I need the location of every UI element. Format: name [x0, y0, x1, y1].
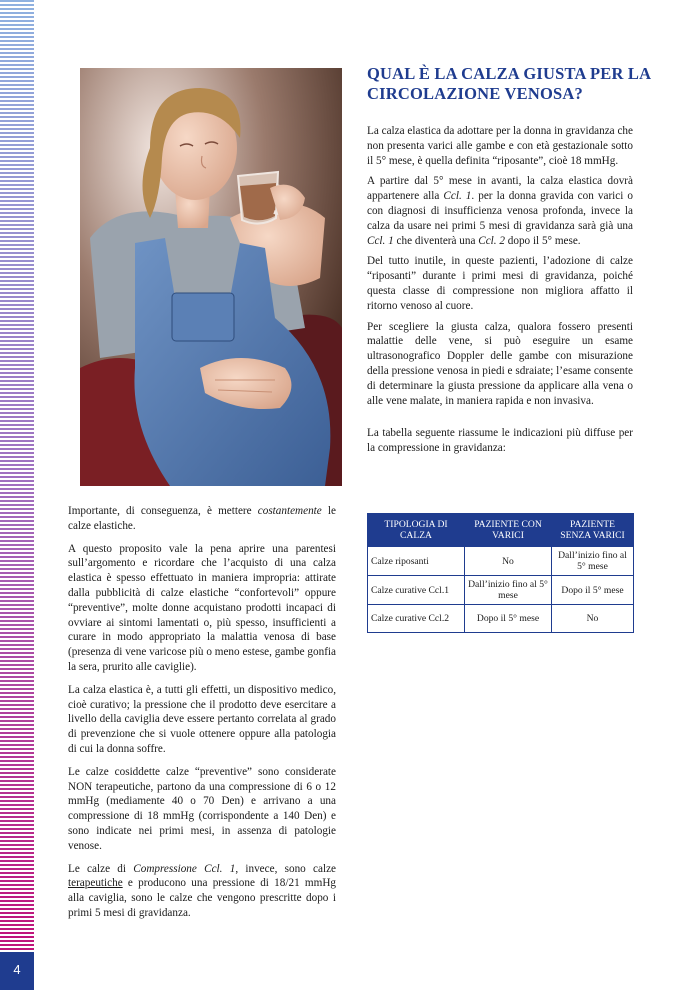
stripe-line	[0, 144, 34, 146]
stripe-line	[0, 12, 34, 14]
text-italic: Ccl. 1	[367, 234, 394, 247]
stripe-line	[0, 212, 34, 214]
stripe-line	[0, 232, 34, 234]
stripe-line	[0, 172, 34, 174]
stripe-line	[0, 284, 34, 286]
stripe-line	[0, 340, 34, 342]
stripe-line	[0, 420, 34, 422]
stripe-line	[0, 508, 34, 510]
table-cell: Dopo il 5° mese	[465, 605, 552, 633]
stripe-line	[0, 620, 34, 622]
text-italic: Ccl. 2	[478, 234, 505, 247]
stripe-line	[0, 832, 34, 834]
stripe-line	[0, 120, 34, 122]
stripe-line	[0, 928, 34, 930]
stripe-line	[0, 940, 34, 942]
paragraph: A questo proposito vale la pena aprire una parentesi sull’argomento e ricordare che l’acquisto di una calza elastica è spesso effettuato in maniera impropria: attirate dalla pubblicità di calze elastiche “confortevoli” oppure “preventive”, molte donne acquistano prodotti incapaci di ovviare ai sintomi lamentati o, più spesso, insufficienti a curare in modo appropriato la malattia venosa di base (presenza di vene varicose più o meno estese, gambe gonfia la sera, prurito alle caviglie).	[68, 542, 336, 673]
stripe-line	[0, 856, 34, 858]
stripe-line	[0, 868, 34, 870]
stripe-line	[0, 316, 34, 318]
stripe-line	[0, 300, 34, 302]
stripe-line	[0, 636, 34, 638]
stripe-line	[0, 424, 34, 426]
stripe-line	[0, 736, 34, 738]
stripe-line	[0, 48, 34, 50]
stripe-line	[0, 396, 34, 398]
stripe-line	[0, 152, 34, 154]
stripe-line	[0, 900, 34, 902]
text-italic: Compressione Ccl. 1	[133, 862, 236, 875]
stripe-line	[0, 428, 34, 430]
stripe-line	[0, 240, 34, 242]
text: le calze elastiche.	[68, 505, 336, 532]
stripe-line	[0, 76, 34, 78]
stripe-line	[0, 40, 34, 42]
stripe-line	[0, 488, 34, 490]
stripe-line	[0, 20, 34, 22]
stripe-line	[0, 860, 34, 862]
stripe-line	[0, 352, 34, 354]
stripe-line	[0, 676, 34, 678]
stripe-line	[0, 932, 34, 934]
table-cell: No	[465, 547, 552, 576]
table-cell: No	[552, 605, 634, 633]
stripe-line	[0, 616, 34, 618]
stripe-line	[0, 820, 34, 822]
stripe-line	[0, 908, 34, 910]
stripe-line	[0, 512, 34, 514]
table-header: PAZIENTE CON VARICI	[465, 514, 552, 547]
stripe-line	[0, 472, 34, 474]
stripe-line	[0, 108, 34, 110]
stripe-line	[0, 544, 34, 546]
stripe-line	[0, 644, 34, 646]
stripe-line	[0, 476, 34, 478]
stripe-line	[0, 452, 34, 454]
stripe-line	[0, 708, 34, 710]
table-row	[368, 547, 634, 576]
stripe-line	[0, 184, 34, 186]
stripe-line	[0, 88, 34, 90]
page-title: QUAL È LA CALZA GIUSTA PER LA CIRCOLAZIONE VENOSA?	[367, 64, 651, 103]
stripe-line	[0, 272, 34, 274]
stripe-line	[0, 548, 34, 550]
stripe-line	[0, 388, 34, 390]
stripe-line	[0, 252, 34, 254]
stripe-line	[0, 280, 34, 282]
table-cell: Calze riposanti	[368, 547, 465, 576]
table-cell: Dall’inizio fino al 5° mese	[465, 576, 552, 605]
stripe-line	[0, 460, 34, 462]
stripe-line	[0, 904, 34, 906]
text-underlined: terapeutiche	[68, 877, 123, 890]
stripe-line	[0, 256, 34, 258]
stripe-line	[0, 324, 34, 326]
stripe-line	[0, 36, 34, 38]
stripe-line	[0, 312, 34, 314]
stripe-line	[0, 812, 34, 814]
stripe-line	[0, 756, 34, 758]
stripe-line	[0, 720, 34, 722]
stripe-line	[0, 168, 34, 170]
table-row	[368, 576, 634, 605]
paragraph: Le calze cosiddette calze “preventive” sono considerate NON terapeutiche, partono da una compressione di 6 o 12 mmHg (mediamente 40 o 70 Den) e arrivano a una compressione di 18 mmHg (corrispondente a 140 Den) e sono indicate nei primi mesi, in assenza di patologie venose.	[68, 765, 336, 852]
stripe-line	[0, 344, 34, 346]
stripe-line	[0, 524, 34, 526]
stripe-line	[0, 500, 34, 502]
stripe-line	[0, 944, 34, 946]
paragraph	[367, 174, 633, 248]
stripe-line	[0, 924, 34, 926]
stripe-line	[0, 572, 34, 574]
stripe-line	[0, 64, 34, 66]
stripe-line	[0, 296, 34, 298]
stripe-line	[0, 176, 34, 178]
stripe-line	[0, 60, 34, 62]
stripe-line	[0, 836, 34, 838]
stripe-line	[0, 136, 34, 138]
stripe-line	[0, 484, 34, 486]
stripe-line	[0, 612, 34, 614]
stripe-line	[0, 724, 34, 726]
stripe-line	[0, 892, 34, 894]
stripe-line	[0, 4, 34, 6]
stripe-line	[0, 920, 34, 922]
stripe-line	[0, 204, 34, 206]
stripe-line	[0, 268, 34, 270]
stripe-line	[0, 356, 34, 358]
stripe-line	[0, 528, 34, 530]
stripe-line	[0, 28, 34, 30]
stripe-line	[0, 140, 34, 142]
stripe-line	[0, 72, 34, 74]
stripe-line	[0, 116, 34, 118]
stripe-line	[0, 608, 34, 610]
stripe-line	[0, 828, 34, 830]
stripe-line	[0, 56, 34, 58]
table-header: PAZIENTE SENZA VARICI	[552, 514, 634, 547]
stripe-line	[0, 80, 34, 82]
text: , invece, sono calze	[235, 862, 336, 875]
page-number: 4	[13, 962, 21, 977]
stripe-line	[0, 936, 34, 938]
stripe-line	[0, 684, 34, 686]
stripe-line	[0, 560, 34, 562]
paragraph: La calza elastica da adottare per la donna in gravidanza che non presenta varici alle gambe e con età gestazionale sotto il 5° mese, è quella definita “riposante”, cioè 18 mmHg.	[367, 125, 633, 167]
stripe-line	[0, 276, 34, 278]
stripe-line	[0, 216, 34, 218]
table-cell: Calze curative Ccl.2	[368, 605, 465, 633]
stripe-line	[0, 496, 34, 498]
left-column-text	[68, 504, 336, 929]
stripe-line	[0, 444, 34, 446]
stripe-line	[0, 852, 34, 854]
stripe-line	[0, 816, 34, 818]
stripe-line	[0, 880, 34, 882]
stripe-line	[0, 600, 34, 602]
stripe-line	[0, 360, 34, 362]
stripe-line	[0, 196, 34, 198]
stripe-line	[0, 776, 34, 778]
stripe-line	[0, 104, 34, 106]
stripe-line	[0, 160, 34, 162]
stripe-line	[0, 640, 34, 642]
stripe-line	[0, 532, 34, 534]
paragraph: Del tutto inutile, in queste pazienti, l’adozione di calze “riposanti” durante i primi mesi di gravidanza, poiché questa classe di compressione non migliora affatto il ritorno venoso al cuore.	[367, 255, 633, 312]
stripe-line	[0, 304, 34, 306]
stripe-line	[0, 364, 34, 366]
stripe-line	[0, 692, 34, 694]
stripe-line	[0, 228, 34, 230]
stripe-line	[0, 552, 34, 554]
text: dopo il 5° mese.	[504, 234, 581, 247]
stripe-line	[0, 260, 34, 262]
stripe-line	[0, 468, 34, 470]
stripe-line	[0, 504, 34, 506]
text: Importante, di conseguenza, è mettere	[68, 505, 258, 517]
stripe-line	[0, 288, 34, 290]
stripe-line	[0, 436, 34, 438]
paragraph	[68, 504, 336, 534]
stripe-line	[0, 200, 34, 202]
stripe-line	[0, 916, 34, 918]
stripe-line	[0, 752, 34, 754]
stripe-line	[0, 248, 34, 250]
stripe-line	[0, 372, 34, 374]
stripe-line	[0, 128, 34, 130]
stripe-line	[0, 872, 34, 874]
stripe-line	[0, 16, 34, 18]
table-header-row	[368, 514, 634, 547]
stripe-line	[0, 416, 34, 418]
stripe-line	[0, 700, 34, 702]
stripe-line	[0, 888, 34, 890]
stripe-line	[0, 520, 34, 522]
text-italic: Ccl. 1	[443, 190, 472, 203]
stripe-line	[0, 24, 34, 26]
stripe-line	[0, 148, 34, 150]
stripe-line	[0, 648, 34, 650]
stripe-line	[0, 308, 34, 310]
stripe-line	[0, 44, 34, 46]
stripe-line	[0, 188, 34, 190]
photo-pregnant-woman	[80, 68, 342, 486]
stripe-line	[0, 492, 34, 494]
stripe-line	[0, 96, 34, 98]
stripe-line	[0, 132, 34, 134]
stripe-line	[0, 712, 34, 714]
stripe-line	[0, 780, 34, 782]
stripe-line	[0, 464, 34, 466]
stripe-line	[0, 604, 34, 606]
stripe-line	[0, 348, 34, 350]
paragraph	[68, 862, 336, 921]
stripe-line	[0, 696, 34, 698]
stripe-line	[0, 208, 34, 210]
paragraph: Per scegliere la giusta calza, qualora fossero presenti malattie delle vene, si può eseguire un esame ultrasonografico Doppler delle gambe con misurazione della pressione venosa in piedi e sdraiate; l’esame consente di determinare la giusta pressione da applicare alla vena o alle vene malate, in maniera rapida e non invasiva.	[367, 320, 633, 407]
stripe-line	[0, 628, 34, 630]
stripe-line	[0, 400, 34, 402]
text: e producono una pressione di 18/21 mmHg alla caviglia, sono le calze che vengono prescritte dopo i primi 5 mesi di gravidanza.	[68, 877, 336, 919]
stripe-line	[0, 592, 34, 594]
stripe-line	[0, 384, 34, 386]
stripe-line	[0, 808, 34, 810]
right-column-text	[367, 124, 633, 462]
stripe-line	[0, 768, 34, 770]
text-italic: costantemente	[257, 505, 322, 517]
text: Le calze di	[68, 862, 134, 875]
stripe-line	[0, 568, 34, 570]
stripe-line	[0, 788, 34, 790]
stripe-line	[0, 864, 34, 866]
stripe-line	[0, 576, 34, 578]
compression-table	[367, 513, 634, 633]
stripe-line	[0, 236, 34, 238]
stripe-line	[0, 948, 34, 950]
stripe-line	[0, 784, 34, 786]
stripe-line	[0, 264, 34, 266]
stripe-line	[0, 704, 34, 706]
stripe-line	[0, 480, 34, 482]
stripe-line	[0, 456, 34, 458]
stripe-line	[0, 516, 34, 518]
stripe-line	[0, 824, 34, 826]
stripe-line	[0, 432, 34, 434]
stripe-line	[0, 764, 34, 766]
stripe-line	[0, 912, 34, 914]
stripe-line	[0, 652, 34, 654]
stripe-line	[0, 896, 34, 898]
stripe-line	[0, 380, 34, 382]
stripe-line	[0, 804, 34, 806]
table-cell: Dopo il 5° mese	[552, 576, 634, 605]
stripe-line	[0, 840, 34, 842]
stripe-line	[0, 844, 34, 846]
stripe-line	[0, 32, 34, 34]
stripe-line	[0, 180, 34, 182]
stripe-line	[0, 656, 34, 658]
stripe-line	[0, 748, 34, 750]
stripe-line	[0, 688, 34, 690]
paragraph: La tabella seguente riassume le indicazioni più diffuse per la compressione in gravidanza:	[367, 427, 633, 455]
stripe-line	[0, 584, 34, 586]
stripe-line	[0, 596, 34, 598]
stripe-line	[0, 632, 34, 634]
stripe-line	[0, 716, 34, 718]
stripe-line	[0, 664, 34, 666]
stripe-line	[0, 192, 34, 194]
table-header: TIPOLOGIA DI CALZA	[368, 514, 465, 547]
stripe-line	[0, 556, 34, 558]
text: che diventerà una	[393, 234, 479, 247]
stripe-line	[0, 376, 34, 378]
stripe-line	[0, 792, 34, 794]
stripe-line	[0, 876, 34, 878]
stripe-line	[0, 744, 34, 746]
stripe-line	[0, 680, 34, 682]
stripe-line	[0, 732, 34, 734]
stripe-line	[0, 660, 34, 662]
stripe-line	[0, 728, 34, 730]
stripe-line	[0, 52, 34, 54]
stripe-line	[0, 392, 34, 394]
table-cell: Calze curative Ccl.1	[368, 576, 465, 605]
text: A partire dal 5° mese in avanti, la calza elastica dovrà appartenere alla	[367, 175, 633, 203]
stripe-line	[0, 292, 34, 294]
stripe-line	[0, 84, 34, 86]
stripe-line	[0, 412, 34, 414]
table-cell: Dall’inizio fino al 5° mese	[552, 547, 634, 576]
stripe-line	[0, 92, 34, 94]
stripe-line	[0, 404, 34, 406]
text: . per la donna gravida con varici o con diagnosi di insufficienza venosa profonda, invece la calza da usare nei primi 5 mesi di gravidanza sarà già una	[367, 190, 633, 232]
stripe-line	[0, 580, 34, 582]
stripe-line	[0, 112, 34, 114]
stripe-line	[0, 332, 34, 334]
stripe-line	[0, 440, 34, 442]
stripe-line	[0, 772, 34, 774]
stripe-line	[0, 320, 34, 322]
decorative-stripe	[0, 0, 34, 990]
stripe-line	[0, 328, 34, 330]
stripe-line	[0, 760, 34, 762]
table-row	[368, 605, 634, 633]
stripe-line	[0, 100, 34, 102]
stripe-line	[0, 220, 34, 222]
stripe-line	[0, 448, 34, 450]
stripe-line	[0, 164, 34, 166]
stripe-line	[0, 564, 34, 566]
stripe-line	[0, 884, 34, 886]
stripe-line	[0, 368, 34, 370]
stripe-line	[0, 224, 34, 226]
stripe-line	[0, 0, 34, 2]
stripe-line	[0, 124, 34, 126]
stripe-line	[0, 536, 34, 538]
stripe-line	[0, 408, 34, 410]
stripe-line	[0, 244, 34, 246]
stripe-line	[0, 156, 34, 158]
stripe-line	[0, 540, 34, 542]
stripe-line	[0, 848, 34, 850]
stripe-line	[0, 336, 34, 338]
stripe-line	[0, 68, 34, 70]
stripe-line	[0, 796, 34, 798]
stripe-line	[0, 672, 34, 674]
stripe-line	[0, 800, 34, 802]
stripe-line	[0, 624, 34, 626]
stripe-line	[0, 668, 34, 670]
stripe-line	[0, 740, 34, 742]
stripe-line	[0, 8, 34, 10]
stripe-line	[0, 588, 34, 590]
photo-illustration	[80, 68, 342, 486]
paragraph: La calza elastica è, a tutti gli effetti, un dispositivo medico, cioè curativo; la pressione che il prodotto deve esercitare a livello della caviglia deve essere pertanto correlata al grado di prevenzione che si vuole ottenere oppure alla patologia di cui la donna soffre.	[68, 683, 336, 755]
